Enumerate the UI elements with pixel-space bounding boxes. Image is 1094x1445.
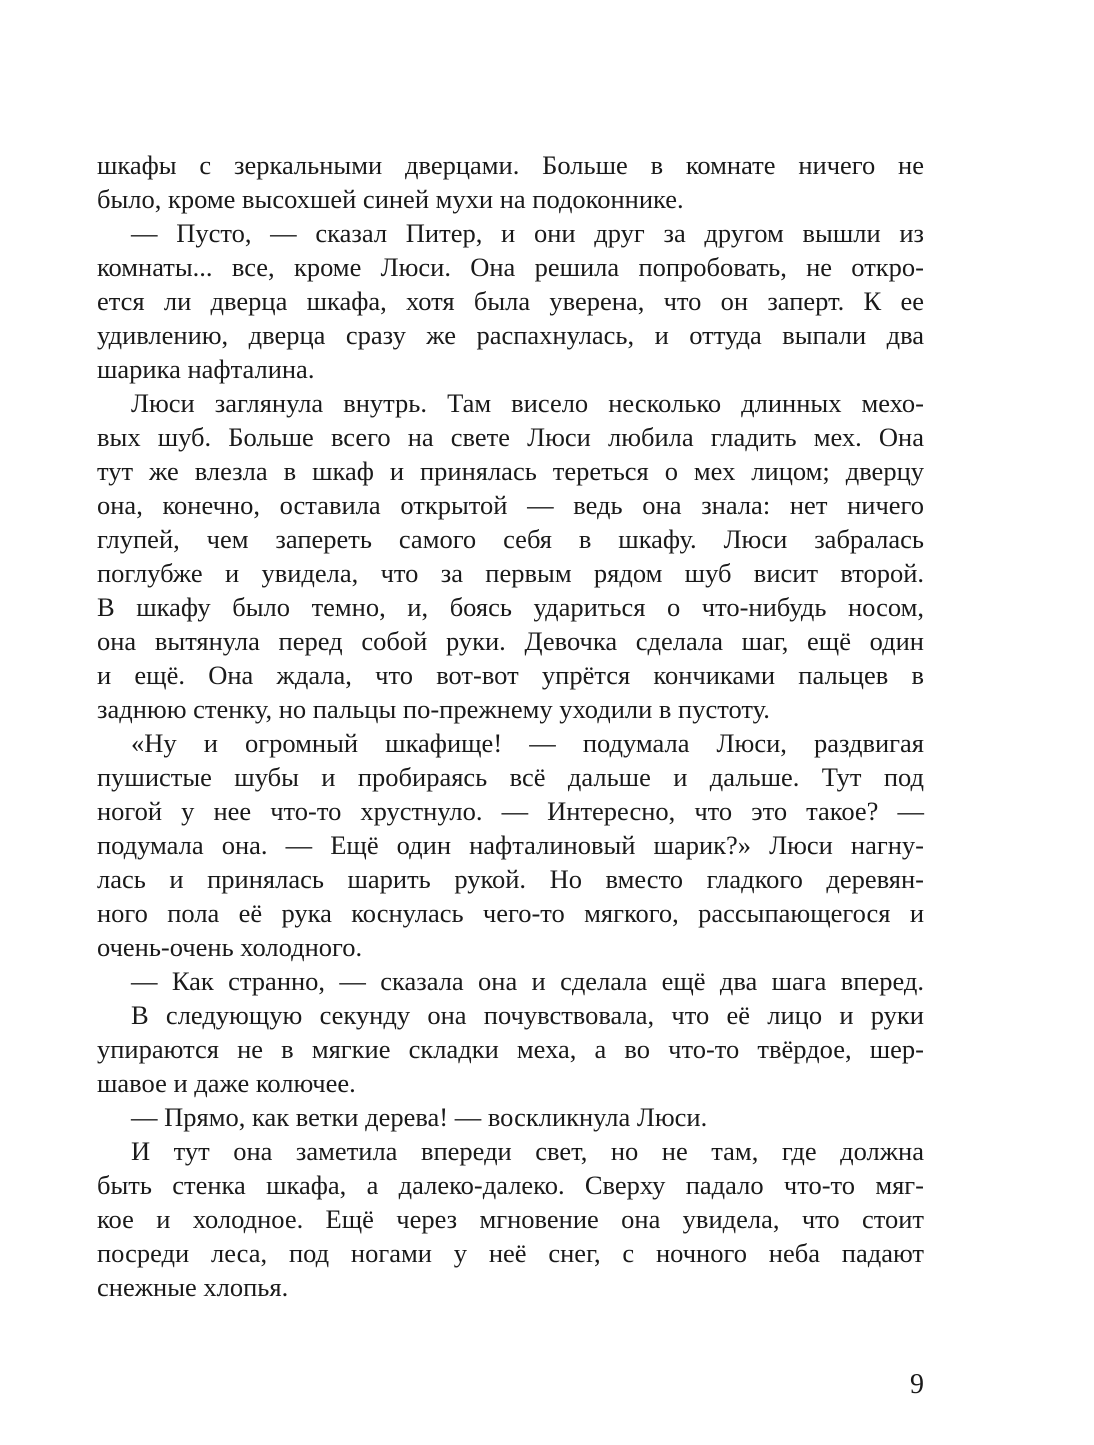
text-line: она вытянула перед собой руки. Девочка сделала шаг, ещё один: [97, 626, 924, 656]
text-line: глупей, чем запереть самого себя в шкафу. Люси забралась: [97, 524, 924, 554]
text-line: шавое и даже колючее.: [97, 1068, 356, 1098]
text-line: ется ли дверца шкафа, хотя была уверена, что он заперт. К ее: [97, 286, 924, 316]
text-line: было, кроме высохшей синей мухи на подоконнике.: [97, 184, 684, 214]
text-line: упираются не в мягкие складки меха, а во что-то твёрдое, шер-: [97, 1034, 924, 1064]
text-line: «Ну и огромный шкафище! — подумала Люси, раздвигая: [131, 728, 924, 758]
text-line: подумала она. — Ещё один нафталиновый шарик?» Люси нагну-: [97, 830, 924, 860]
text-line: ного пола её рука коснулась чего-то мягкого, рассыпающегося и: [97, 898, 924, 928]
text-line: комнаты... все, кроме Люси. Она решила попробовать, не откро-: [97, 252, 924, 282]
text-line: тут же влезла в шкаф и принялась тереться о мех лицом; дверцу: [97, 456, 924, 486]
text-line: очень-очень холодного.: [97, 932, 363, 962]
text-line: Люси заглянула внутрь. Там висело несколько длинных мехо-: [131, 388, 924, 418]
text-line: снежные хлопья.: [97, 1272, 289, 1302]
text-line: — Пусто, — сказал Питер, и они друг за другом вышли из: [131, 218, 924, 248]
text-line: И тут она заметила впереди свет, но не там, где должна: [131, 1136, 924, 1166]
text-line: она, конечно, оставила открытой — ведь она знала: нет ничего: [97, 490, 924, 520]
text-line: заднюю стенку, но пальцы по-прежнему уходили в пустоту.: [97, 694, 770, 724]
text-line: поглубже и увидела, что за первым рядом шуб висит второй.: [97, 558, 924, 588]
text-line: посреди леса, под ногами у неё снег, с ночного неба падают: [97, 1238, 924, 1268]
text-line: шарика нафталина.: [97, 354, 315, 384]
text-line: и ещё. Она ждала, что вот-вот упрётся кончиками пальцев в: [97, 660, 924, 690]
text-line: шкафы с зеркальными дверцами. Больше в комнате ничего не: [97, 150, 924, 180]
text-line: В шкафу было темно, и, боясь удариться о что-нибудь носом,: [97, 592, 924, 622]
text-line: В следующую секунду она почувствовала, что её лицо и руки: [131, 1000, 924, 1030]
page-number: 9: [910, 1369, 924, 1400]
text-line: вых шуб. Больше всего на свете Люси любила гладить мех. Она: [97, 422, 924, 452]
text-line: пушистые шубы и пробираясь всё дальше и дальше. Тут под: [97, 762, 924, 792]
text-line: — Прямо, как ветки дерева! — воскликнула Люси.: [131, 1102, 708, 1132]
text-line: кое и холодное. Ещё через мгновение она увидела, что стоит: [97, 1204, 924, 1234]
text-line: ногой у нее что-то хрустнуло. — Интересно, что это такое? —: [97, 796, 924, 826]
text-line: лась и принялась шарить рукой. Но вместо гладкого деревян-: [97, 864, 924, 894]
body-text: [97, 148, 924, 1304]
text-line: — Как странно, — сказала она и сделала ещё два шага вперед.: [131, 966, 924, 996]
text-line: быть стенка шкафа, а далеко-далеко. Сверху падало что-то мяг-: [97, 1170, 924, 1200]
text-line: удивлению, дверца сразу же распахнулась, и оттуда выпали два: [97, 320, 924, 350]
